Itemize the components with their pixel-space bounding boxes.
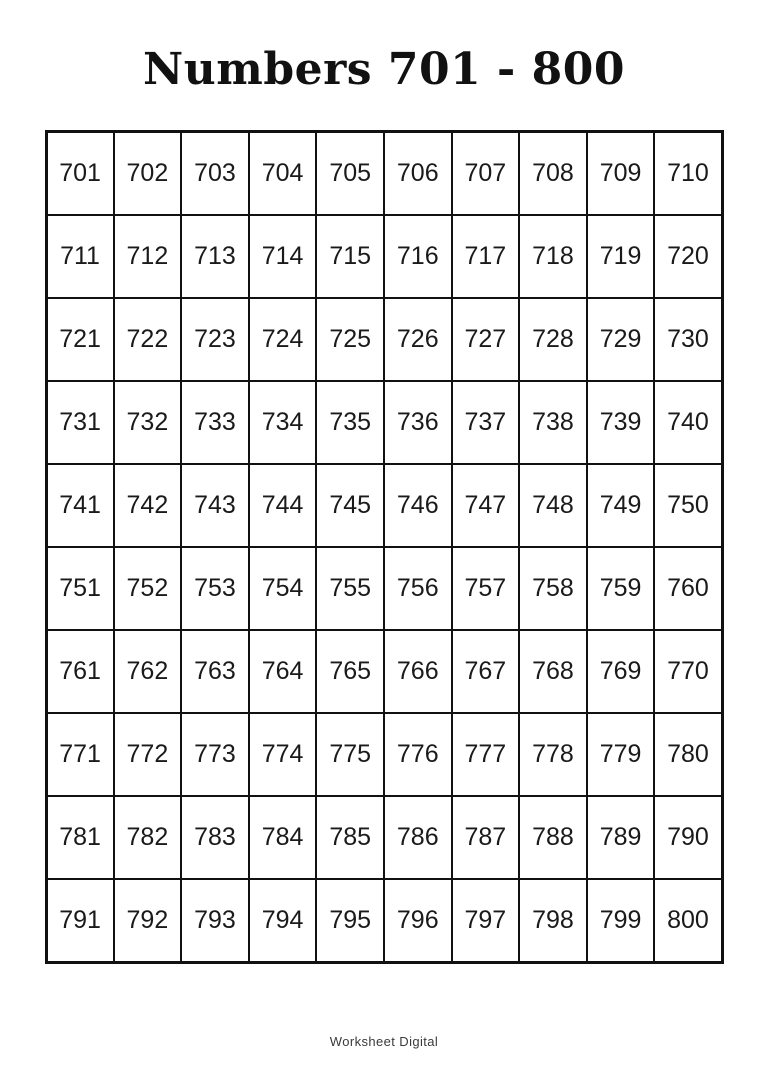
- number-cell: 704: [249, 132, 317, 216]
- number-cell: 711: [46, 215, 114, 298]
- number-cell: 744: [249, 464, 317, 547]
- number-cell: 714: [249, 215, 317, 298]
- number-cell: 743: [181, 464, 249, 547]
- number-cell: 702: [114, 132, 182, 216]
- number-cell: 712: [114, 215, 182, 298]
- number-cell: 729: [587, 298, 655, 381]
- number-cell: 710: [654, 132, 722, 216]
- number-cell: 766: [384, 630, 452, 713]
- number-cell: 747: [452, 464, 520, 547]
- number-grid-row: [46, 132, 722, 216]
- number-cell: 769: [587, 630, 655, 713]
- number-cell: 742: [114, 464, 182, 547]
- number-grid-row: [46, 879, 722, 963]
- number-cell: 795: [316, 879, 384, 963]
- number-cell: 793: [181, 879, 249, 963]
- number-cell: 775: [316, 713, 384, 796]
- number-cell: 754: [249, 547, 317, 630]
- number-cell: 727: [452, 298, 520, 381]
- number-cell: 737: [452, 381, 520, 464]
- number-cell: 738: [519, 381, 587, 464]
- number-cell: 745: [316, 464, 384, 547]
- number-cell: 783: [181, 796, 249, 879]
- page-title: Numbers 701 - 800: [143, 44, 625, 95]
- number-cell: 708: [519, 132, 587, 216]
- number-cell: 740: [654, 381, 722, 464]
- number-cell: 750: [654, 464, 722, 547]
- number-grid-row: [46, 381, 722, 464]
- number-cell: 780: [654, 713, 722, 796]
- number-cell: 785: [316, 796, 384, 879]
- number-cell: 735: [316, 381, 384, 464]
- number-cell: 736: [384, 381, 452, 464]
- number-cell: 721: [46, 298, 114, 381]
- number-cell: 724: [249, 298, 317, 381]
- number-grid-row: [46, 547, 722, 630]
- number-cell: 797: [452, 879, 520, 963]
- number-cell: 771: [46, 713, 114, 796]
- number-cell: 726: [384, 298, 452, 381]
- number-grid-row: [46, 630, 722, 713]
- number-cell: 758: [519, 547, 587, 630]
- number-cell: 749: [587, 464, 655, 547]
- number-grid-row: [46, 796, 722, 879]
- number-cell: 757: [452, 547, 520, 630]
- number-cell: 762: [114, 630, 182, 713]
- number-cell: 792: [114, 879, 182, 963]
- number-cell: 717: [452, 215, 520, 298]
- number-cell: 788: [519, 796, 587, 879]
- number-grid-row: [46, 464, 722, 547]
- number-cell: 774: [249, 713, 317, 796]
- number-cell: 796: [384, 879, 452, 963]
- number-cell: 779: [587, 713, 655, 796]
- number-cell: 798: [519, 879, 587, 963]
- number-cell: 760: [654, 547, 722, 630]
- number-cell: 770: [654, 630, 722, 713]
- number-cell: 777: [452, 713, 520, 796]
- number-cell: 752: [114, 547, 182, 630]
- number-cell: 751: [46, 547, 114, 630]
- number-cell: 728: [519, 298, 587, 381]
- number-cell: 784: [249, 796, 317, 879]
- number-cell: 748: [519, 464, 587, 547]
- number-cell: 720: [654, 215, 722, 298]
- number-cell: 764: [249, 630, 317, 713]
- number-cell: 734: [249, 381, 317, 464]
- number-cell: 713: [181, 215, 249, 298]
- footer-credit: Worksheet Digital: [329, 1034, 439, 1049]
- number-grid-row: [46, 713, 722, 796]
- number-cell: 776: [384, 713, 452, 796]
- number-cell: 794: [249, 879, 317, 963]
- number-cell: 733: [181, 381, 249, 464]
- number-cell: 765: [316, 630, 384, 713]
- number-cell: 723: [181, 298, 249, 381]
- number-cell: 763: [181, 630, 249, 713]
- number-cell: 787: [452, 796, 520, 879]
- number-cell: 709: [587, 132, 655, 216]
- number-cell: 753: [181, 547, 249, 630]
- number-cell: 731: [46, 381, 114, 464]
- number-cell: 790: [654, 796, 722, 879]
- number-cell: 759: [587, 547, 655, 630]
- number-cell: 755: [316, 547, 384, 630]
- number-cell: 719: [587, 215, 655, 298]
- number-grid-container: [45, 130, 724, 964]
- number-cell: 730: [654, 298, 722, 381]
- number-cell: 791: [46, 879, 114, 963]
- number-cell: 772: [114, 713, 182, 796]
- number-grid-row: [46, 215, 722, 298]
- number-cell: 715: [316, 215, 384, 298]
- number-cell: 725: [316, 298, 384, 381]
- number-cell: 761: [46, 630, 114, 713]
- number-cell: 703: [181, 132, 249, 216]
- number-cell: 705: [316, 132, 384, 216]
- number-cell: 716: [384, 215, 452, 298]
- number-cell: 739: [587, 381, 655, 464]
- number-cell: 773: [181, 713, 249, 796]
- number-cell: 768: [519, 630, 587, 713]
- number-cell: 789: [587, 796, 655, 879]
- number-grid-row: [46, 298, 722, 381]
- number-cell: 756: [384, 547, 452, 630]
- number-cell: 746: [384, 464, 452, 547]
- number-cell: 786: [384, 796, 452, 879]
- number-cell: 782: [114, 796, 182, 879]
- number-cell: 741: [46, 464, 114, 547]
- number-grid-body: [46, 132, 722, 963]
- number-cell: 767: [452, 630, 520, 713]
- number-cell: 707: [452, 132, 520, 216]
- number-cell: 718: [519, 215, 587, 298]
- number-cell: 781: [46, 796, 114, 879]
- number-cell: 722: [114, 298, 182, 381]
- number-cell: 800: [654, 879, 722, 963]
- number-cell: 706: [384, 132, 452, 216]
- number-grid: [45, 130, 724, 964]
- number-cell: 732: [114, 381, 182, 464]
- number-cell: 778: [519, 713, 587, 796]
- number-cell: 701: [46, 132, 114, 216]
- number-cell: 799: [587, 879, 655, 963]
